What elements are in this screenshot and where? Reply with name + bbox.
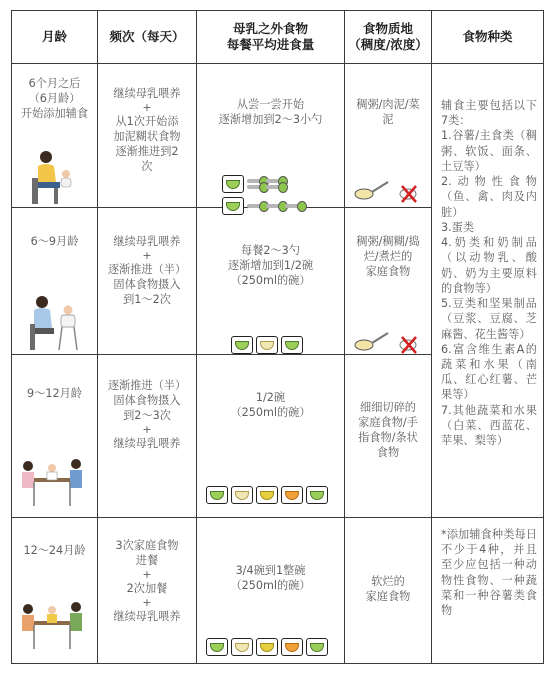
header-amount: 母乳之外食物 每餐平均进食量: [226, 20, 315, 52]
row2-bowl-icons: [231, 336, 303, 354]
green-bowl-icon: [206, 638, 228, 656]
row-divider-2: [11, 354, 431, 355]
row2-amount: 每餐2～3勺 逐渐增加到1/2碗 （250ml的碗）: [227, 244, 314, 288]
spoon-icon: [266, 185, 282, 189]
row4-amount: 3/4碗到1整碗 （250ml的碗）: [230, 564, 311, 593]
row4-bowl-icons: [206, 638, 328, 656]
cream-bowl-icon: [256, 336, 278, 354]
header-texture: 食物质地 （稠度/浓度）: [348, 20, 428, 52]
food-kind-item: 4.奶类和奶制品（以动物乳、酸奶、奶为主要原料的食物等）: [441, 236, 537, 295]
mother-feeding-infant-illustration: [24, 148, 82, 206]
orange-bowl-icon: [281, 638, 303, 656]
spoon-consistency-icon: [352, 176, 422, 204]
yellow-bowl-icon: [256, 638, 278, 656]
green-bowl-icon: [306, 486, 328, 504]
row1-age: 6个月之后 （6月龄） 开始添加辅食: [20, 77, 89, 121]
food-kinds-intro: 辅食主要包括以下7类：: [441, 99, 537, 128]
row1-bowl-spoon-icons: [222, 175, 282, 193]
food-kind-item: 3.蛋类: [441, 220, 475, 234]
food-kinds-list: [432, 98, 543, 516]
row3-frequency: 逐渐推进（半） 固体食物摄入 到2～3次 + 继续母乳喂养: [107, 379, 187, 451]
row4-age: 12～24月龄: [23, 544, 86, 558]
spoon-icon: [247, 204, 263, 208]
row1-amount: 从尝一尝开始 逐渐增加到2～3小勺: [218, 98, 323, 127]
header-age: 月龄: [41, 28, 67, 44]
row-divider-3: [11, 517, 544, 518]
row3-bowl-icons: [206, 486, 328, 504]
bowl-icon: [222, 197, 244, 215]
mother-feeding-highchair-illustration: [26, 292, 86, 352]
food-kind-item: 7.其他蔬菜和水果（白菜、西蓝花、苹果、梨等）: [441, 403, 537, 448]
row2-frequency: 继续母乳喂养 + 逐渐推进（半） 固体食物摄入 到1～2次: [107, 235, 187, 307]
row1-bowl-spoon-icons-2: [222, 197, 301, 215]
col-border-5: [543, 10, 544, 664]
spoon-consistency-icon-2: [352, 328, 422, 354]
spoon-icon: [266, 204, 282, 208]
cream-bowl-icon: [231, 486, 253, 504]
food-kind-item: 6.富含维生素A的蔬菜和水果（南瓜、红心红薯、芒果等）: [441, 342, 537, 402]
row4-frequency: 3次家庭食物 进餐 + 2次加餐 + 继续母乳喂养: [113, 539, 181, 624]
yellow-bowl-icon: [256, 486, 278, 504]
row3-amount: 1/2碗 （250ml的碗）: [230, 391, 311, 420]
spoon-icon: [285, 204, 301, 208]
header-divider: [11, 63, 544, 64]
table-border-bottom: [11, 663, 544, 664]
row4-texture: 软烂的 家庭食物: [365, 575, 411, 604]
spoon-icon: [247, 185, 263, 189]
row1-texture: 稠粥/肉泥/菜 泥: [356, 98, 420, 127]
green-bowl-icon: [306, 638, 328, 656]
row3-texture: 细细切碎的 家庭食物/手 指食物/条状 食物: [358, 401, 418, 460]
green-bowl-icon: [206, 486, 228, 504]
header-kinds: 食物种类: [462, 28, 513, 44]
food-kinds-note: *添加辅食种类每日不少于4种，并且至少应包括一种动物性食物、一种蔬菜和一种谷薯类食物: [441, 528, 537, 618]
orange-bowl-icon: [281, 486, 303, 504]
row2-texture: 稠粥/稠糊/捣 烂/煮烂的 家庭食物: [356, 235, 420, 279]
food-kind-item: 2.动物性食物（鱼、禽、肉及内脏）: [441, 175, 537, 219]
row1-frequency: 继续母乳喂养 + 从1次开始添 加泥糊状食物 逐渐推进到2 次: [113, 87, 181, 174]
family-meal-illustration: [16, 452, 88, 508]
cream-bowl-icon: [231, 638, 253, 656]
green-bowl-icon: [281, 336, 303, 354]
food-kind-item: 5.豆类和坚果制品（豆浆、豆腐、芝麻酱、花生酱等）: [441, 297, 537, 341]
row3-age: 9～12月龄: [27, 387, 82, 401]
row-divider-1: [11, 207, 431, 208]
bowl-icon: [222, 175, 244, 193]
row2-age: 6～9月龄: [30, 235, 79, 249]
family-meal-illustration-2: [16, 595, 88, 651]
header-frequency: 频次（每天）: [109, 28, 185, 44]
green-bowl-icon: [231, 336, 253, 354]
food-kind-item: 1.谷薯/主食类（稠粥、软饭、面条、土豆等）: [441, 129, 537, 173]
